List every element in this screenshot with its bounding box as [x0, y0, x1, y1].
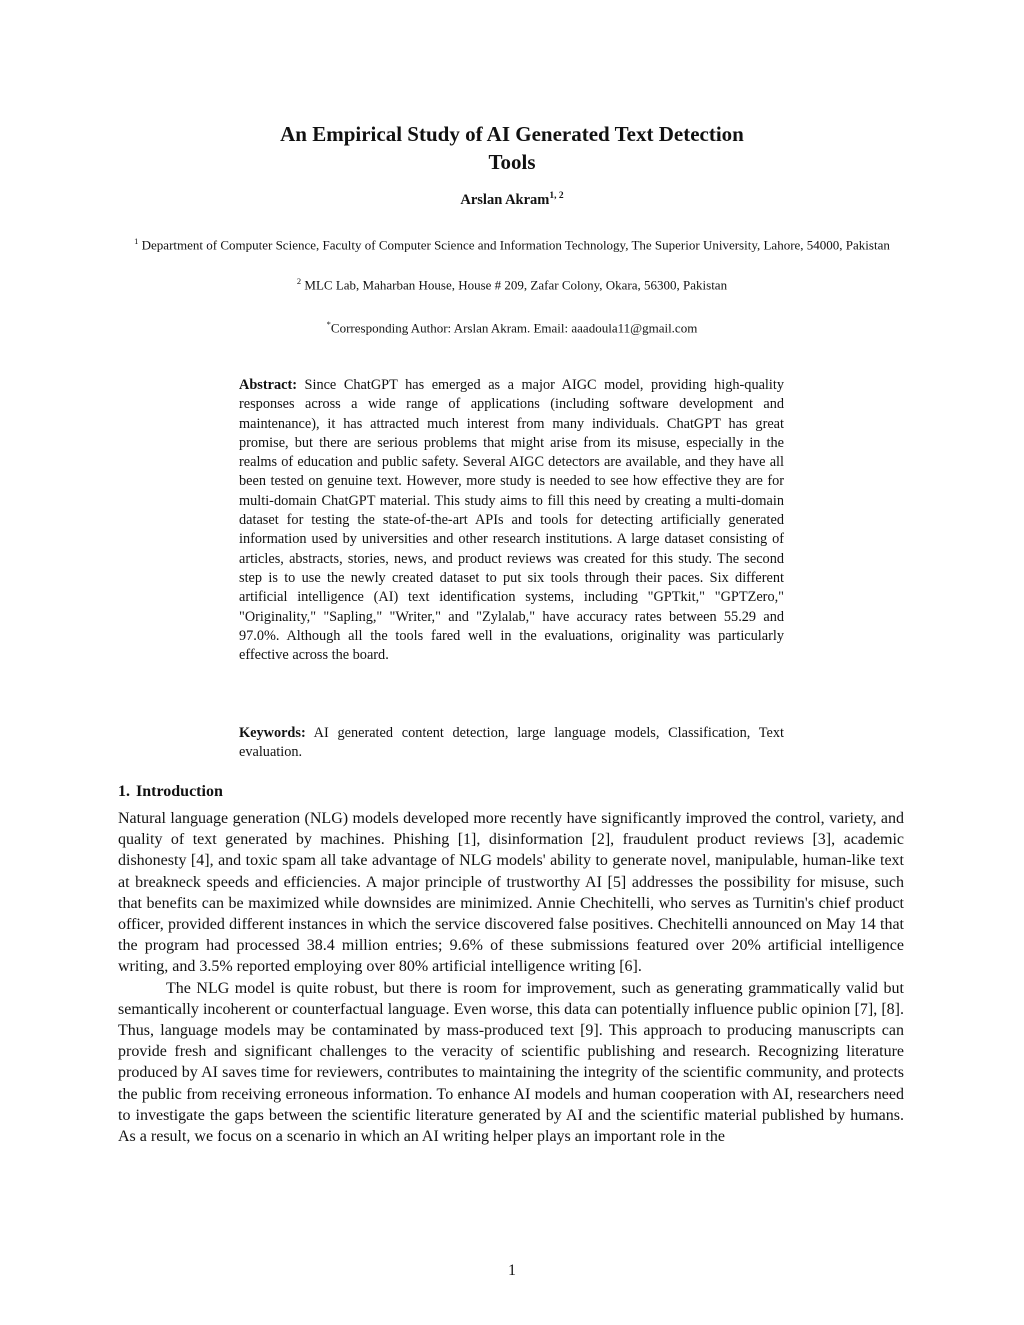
section-heading	[118, 783, 223, 801]
keywords-text: AI generated content detection, large language models, Classification, Text evaluation.	[239, 725, 784, 761]
page-number: 1	[508, 1262, 516, 1279]
abstract-text: Since ChatGPT has emerged as a major AIGC model, providing high-quality responses across a wide range of applications (including software development and maintenance), it has attracted much interest from many individuals. ChatGPT has great promise, but there are serious problems that might arise from its misuse, especially in the realms of education and public safety. Several AIGC detectors are available, and they have all been tested on genuine text. However, more study is needed to see how effective they are for multi-domain ChatGPT material. This study aims to fill this need by creating a multi-domain dataset for testing the state-of-the-art APIs and tools for detecting artificially generated information used by universities and other research institutions. A large dataset consisting of articles, abstracts, stories, news, and product reviews was created for this study. The second step is to use the newly created dataset to put six tools through their paces. Six different artificial intelligence (AI) text identification systems, including "GPTkit," "GPTZero," "Originality," "Sapling," "Writer," and "Zylalab," have accuracy rates between 55.29 and 97.0%. Although all the tools fared well in the evaluations, originality was particularly effective across the board.	[239, 377, 784, 664]
author-affil-sup: 1, 2	[549, 191, 564, 201]
author-line	[0, 191, 1024, 209]
corresponding-sup: *	[326, 319, 331, 329]
affiliation-1-text: Department of Computer Science, Faculty of Computer Science and Information Technology, The Superior University, Lahore, 54000, Pakistan	[141, 237, 890, 253]
corresponding-text: Corresponding Author: Arslan Akram. Email: aaadoula11@gmail.com	[330, 320, 698, 336]
author-name: Arslan Akram	[460, 191, 550, 208]
introduction-body	[118, 808, 904, 1147]
title-line-2: Tools	[488, 150, 536, 174]
affiliation-1	[118, 232, 906, 254]
keywords-label: Keywords:	[239, 725, 306, 741]
title-line-1: An Empirical Study of AI Generated Text Detection	[280, 122, 744, 146]
paragraph: The NLG model is quite robust, but there is room for improvement, such as generating grammatically valid but semantically incoherent or counterfactual language. Even worse, this data can potentially influence public opinion [7], [8]. Thus, language models may be contaminated by mass-produced text [9]. This approach to producing manuscripts can provide fresh and significant challenges to the veracity of scientific publishing and research. Recognizing literature produced by AI saves time for reviewers, contributes to maintaining the integrity of the scientific community, and protects the public from receiving erroneous information. To enhance AI models and human cooperation with AI, researchers need to investigate the gaps between the scientific literature generated by AI and the scientific material published by humans. As a result, we focus on a scenario in which an AI writing helper plays an important role in the	[118, 979, 904, 1146]
keywords	[239, 724, 784, 763]
affiliation-2	[118, 272, 906, 294]
paper-title	[200, 120, 824, 176]
affiliation-1-sup: 1	[134, 236, 139, 246]
section-title: Introduction	[136, 783, 223, 800]
corresponding-author	[0, 319, 1024, 336]
affiliation-2-text: MLC Lab, Maharban House, House # 209, Zafar Colony, Okara, 56300, Pakistan	[304, 277, 728, 293]
affiliation-2-sup: 2	[296, 276, 302, 286]
paragraph: Natural language generation (NLG) models developed more recently have significantly improved the control, variety, and quality of text generated by machines. Phishing [1], disinformation [2], fraudulent product reviews [3], academic dishonesty [4], and toxic spam all take advantage of NLG models' ability to generate novel, manipulable, human-like text at breakneck speeds and efficiencies. A major principle of trustworthy AI [5] addresses the possibility for misuse, such that benefits can be maximized while downsides are minimized. Annie Chechitelli, who serves as Turnitin's chief product officer, provided different instances in which the service discovered false positives. Chechitelli announced on May 14 that the program had processed 38.4 million entries; 9.6% of these submissions featured over 20% artificial intelligence writing, and 3.5% reported employing over 80% artificial intelligence writing [6].	[118, 810, 904, 976]
abstract	[239, 376, 784, 665]
abstract-label: Abstract:	[239, 377, 297, 393]
section-number: 1.	[118, 783, 130, 800]
